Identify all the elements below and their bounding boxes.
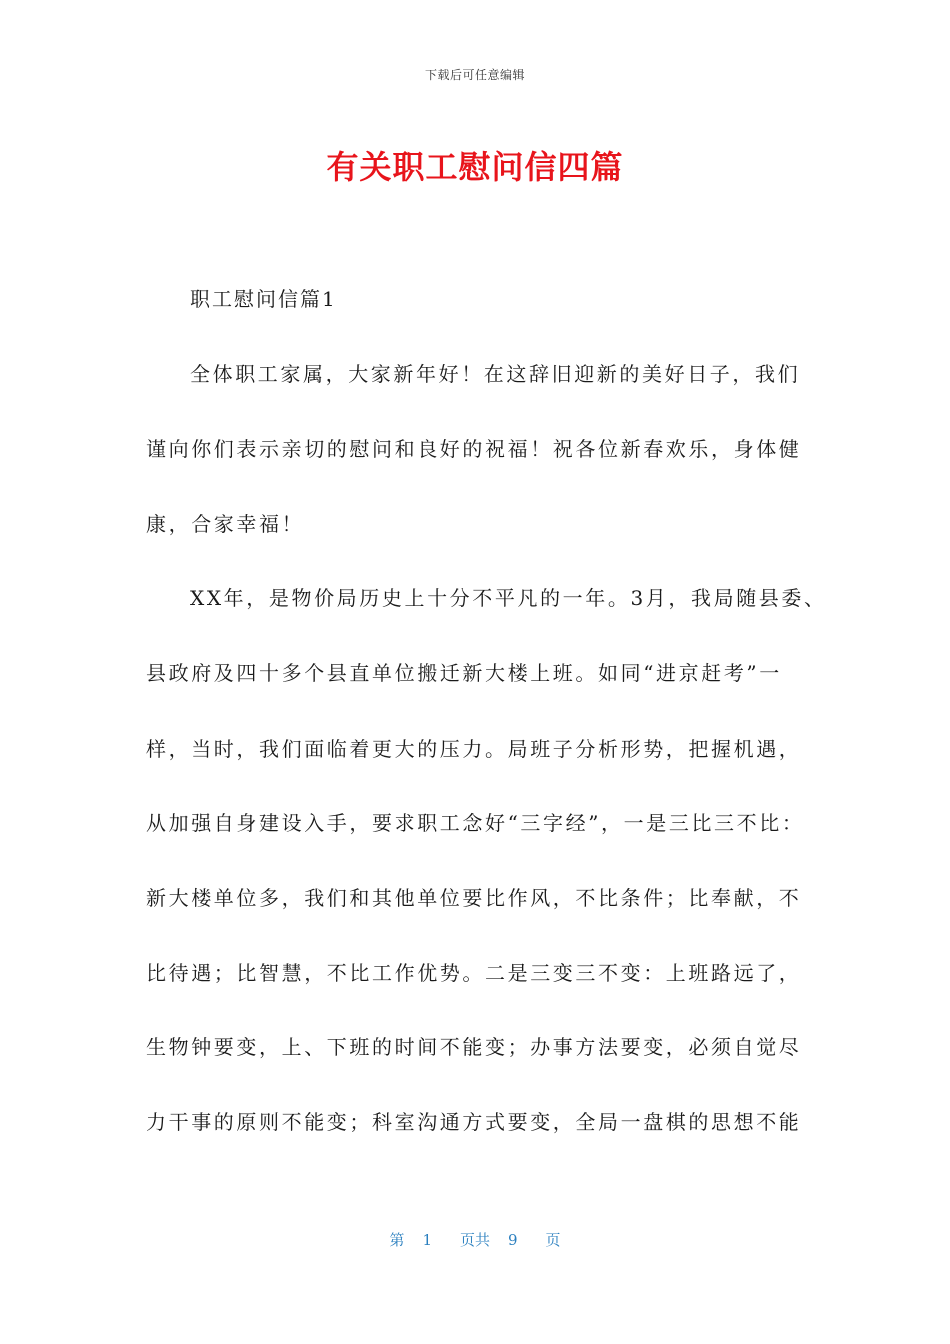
page-footer [0,1229,950,1250]
body-line: 生物钟要变，上、下班的时间不能变；办事方法要变，必须自觉尽 [146,1035,802,1059]
body-line: 比待遇；比智慧，不比工作优势。二是三变三不变：上班路远了， [146,961,802,985]
header-note: 下载后可任意编辑 [424,68,525,82]
footer-total-pages: 9 [508,1231,518,1249]
body-line: 全体职工家属，大家新年好！在这辞旧迎新的美好日子，我们 [190,362,801,386]
body-line: 县政府及四十多个县直单位搬迁新大楼上班。如同“进京赶考”一 [146,661,782,685]
footer-page-suffix: 页 [545,1231,561,1249]
footer-page-middle: 页共 [459,1231,490,1249]
body-line: XX年，是物价局历史上十分不平凡的一年。3月，我局随县委、 [190,586,827,610]
body-line: 从加强自身建设入手，要求职工念好“三字经”，一是三比三不比： [146,811,805,835]
body-line: 康，合家幸福！ [146,512,305,536]
body-line: 力干事的原则不能变；科室沟通方式要变，全局一盘棋的思想不能 [146,1110,802,1134]
footer-current-page: 1 [422,1231,432,1249]
document-title: 有关职工慰问信四篇 [326,148,624,186]
body-line: 样，当时，我们面临着更大的压力。局班子分析形势，把握机遇， [146,737,802,761]
footer-page-prefix: 第 [389,1231,405,1249]
body-line: 谨向你们表示亲切的慰问和良好的祝福！祝各位新春欢乐，身体健 [146,437,802,461]
body-line: 新大楼单位多，我们和其他单位要比作风，不比条件；比奉献，不 [146,886,802,910]
section-heading: 职工慰问信篇1 [190,287,337,311]
